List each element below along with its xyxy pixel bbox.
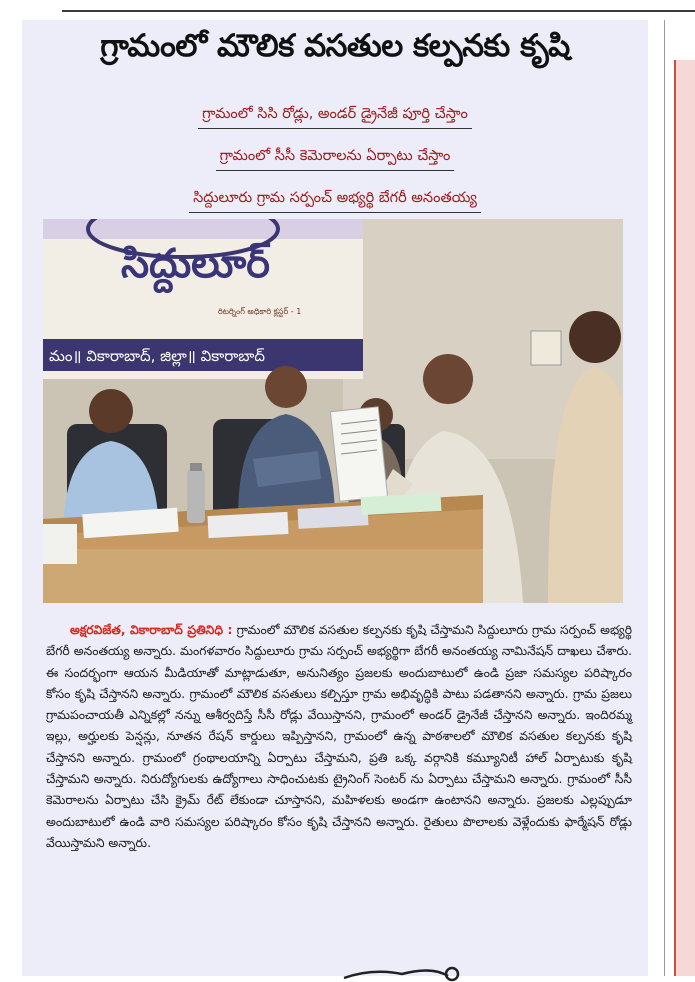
adjacent-column-border (674, 60, 676, 976)
next-headline-fragment (342, 962, 462, 982)
news-photo (43, 219, 623, 603)
banner-subtitle: మం॥ వికారాబాద్, జిల్లా॥ వికారాబాద్ (49, 347, 265, 365)
adjacent-column-strip (674, 60, 695, 976)
left-margin (0, 20, 22, 976)
subheading-1 (22, 106, 648, 126)
subheading-3-text: సిద్దులూరు గ్రామ సర్పంచ్ అభ్యర్థి బేగరీ అనంతయ్య (189, 190, 481, 213)
subheading-2 (22, 148, 648, 168)
column-divider (664, 20, 665, 976)
top-rule (62, 10, 695, 12)
banner-title: సిద్దులూర్ (121, 241, 270, 287)
subheading-3 (22, 190, 648, 210)
subheading-2-text: గ్రామంలో సీసీ కెమెరాలను ఏర్పాటు చేస్తాం (216, 148, 455, 171)
article-body (46, 620, 632, 854)
headline: గ్రామంలో మౌలిక వసతుల కల్పనకు కృషి (100, 28, 570, 64)
article-byline: అక్షరవిజేత, వికారాబాద్ ప్రతినిధి : (70, 623, 233, 637)
banner-small-text: రిటర్నింగ్ అధికారి క్లస్టర్ - 1 (218, 307, 302, 316)
article-text: గ్రామంలో మౌలిక వసతుల కల్పనకు కృషి చేస్తామని సిద్దులూరు గ్రామ సర్పంచ్ అభ్యర్థి బేగరీ అనంతయ్య అన్నారు. మంగళవారం సిద్దులూరు గ్రామ సర్పంచ్ అభ్యర్థిగా బేగరీ అనంతయ్య నామినేషన్ దాఖలు చేశారు. ఈ సందర్భంగా ఆయన మీడియాతో మాట్లాడుతూ, అనునిత్యం ప్రజలకు అందుబాటులో ఉండి ప్రజా సమస్యల పరిష్కారం కోసం కృషి చేస్తానని అన్నారు. గ్రామంలో మౌలిక వసతులు కల్పిస్తూ గ్రామ అభివృద్ధికి పాటు పడతానని అన్నారు. గ్రామ ప్రజలు గ్రామపంచాయతీ ఎన్నికల్లో నన్ను ఆశీర్వదిస్తే సీసీ రోడ్లు వేయిస్తానని, గ్రామంలో అండర్ డ్రైనేజీ చేస్తానని అన్నారు. ఇందిరమ్మ ఇల్లు, అర్హులకు పెన్షన్లు, నూతన రేషన్ కార్డులు ఇప్పిస్తానని, గ్రామంలో ఉన్న పాఠశాలలో మౌలిక వసతుల కల్పనకు కృషి చేస్తానని అన్నారు. గ్రామంలో గ్రంథాలయాన్ని ఏర్పాటు చేస్తామని, ప్రతి ఒక్క వర్గానికి కమ్యూనిటీ హాల్ ఏర్పాటుకు కృషి చేస్తామని అన్నారు. నిరుద్యోగులకు ఉద్యోగాలు సాధించుటకు ట్రైనింగ్ సెంటర్ ను ఏర్పాటు చేస్తామని అన్నారు. గ్రామంలో సీసీ కెమెరాలను ఏర్పాటు చేసి క్రైమ్ రేట్ లేకుండా చూస్తానని, మహిళలకు అండగా ఉంటానని అన్నారు. ప్రజలకు ఎల్లప్పుడూ అందుబాటులో ఉండి వారి సమస్యల పరిష్కారం కోసం కృషి చేస్తానని అన్నారు. రైతులు పొలాలకు వెళ్లేందుకు ఫార్మేషన్ రోడ్లు వేయిస్తామని అన్నారు. (46, 623, 632, 850)
subheading-1-text: గ్రామంలో సిసి రోడ్లు, అండర్ డ్రైనేజీ పూర్తి చేస్తాం (198, 106, 472, 129)
